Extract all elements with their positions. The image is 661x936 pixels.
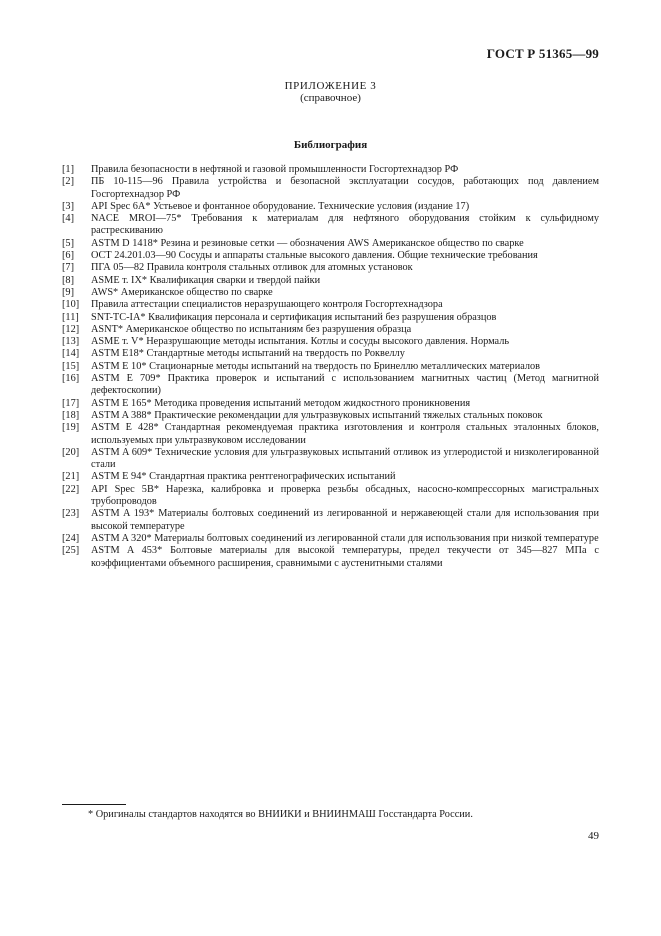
page-number: 49 — [588, 830, 599, 842]
entry-number: [11] — [62, 311, 79, 323]
bibliography-entry — [62, 471, 599, 483]
entry-number: [19] — [62, 422, 80, 434]
entry-text: Правила безопасности в нефтяной и газовой промышленности Госгортехнадзор РФ — [91, 164, 459, 175]
bibliography-entry — [62, 533, 599, 545]
entry-text: ASTM A 453* Болтовые материалы для высокой температуры, предел текучести от 345—827 МПа с коэффициентами объемного расширения, сравнимыми с аустенитными сталями — [91, 545, 599, 569]
bibliography-entry — [62, 299, 599, 311]
bibliography-entry — [62, 447, 599, 472]
bibliography-entry — [62, 262, 599, 274]
entry-text: ASTM A 193* Материалы болтовых соединений из легированной и нержавеющей стали для использования при высокой температуре — [91, 508, 599, 532]
entry-number: [7] — [62, 262, 75, 274]
entry-text: ПГА 05—82 Правила контроля стальных отливок для атомных установок — [91, 262, 413, 274]
entry-number: [8] — [62, 274, 75, 286]
entry-number: [4] — [62, 213, 75, 225]
bibliography-entry — [62, 410, 599, 422]
entry-number: [10] — [62, 299, 80, 311]
bibliography-entry — [62, 238, 599, 250]
bibliography-entry — [62, 373, 599, 398]
entry-number: [1] — [62, 164, 75, 175]
entry-text: ASME т. IX* Квалификация сварки и твердой пайки — [91, 274, 321, 286]
entry-number: [5] — [62, 237, 75, 249]
entry-text: Правила аттестации специалистов неразрушающего контроля Госгортехнадзора — [91, 299, 443, 311]
entry-number: [16] — [62, 373, 80, 385]
bibliography-entry — [62, 422, 599, 447]
bibliography-entry — [62, 213, 599, 238]
bibliography-entry — [62, 250, 599, 262]
entry-text: ASTM D 1418* Резина и резиновые сетки — обозначения AWS Американское общество по сварке — [91, 237, 524, 249]
footnote-divider — [62, 804, 126, 805]
bibliography-entry — [62, 398, 599, 410]
entry-text: ASTM A 320* Материалы болтовых соединений из легированной стали для использования при низкой температуре — [91, 532, 599, 544]
entry-text: API Spec 5B* Нарезка, калибровка и проверка резьбы обсадных, насосно-компрессорных магистральных трубопроводов — [91, 483, 599, 508]
bibliography-title: Библиография — [293, 139, 368, 151]
entry-text: ПБ 10-115—96 Правила устройства и безопасной эксплуатации сосудов, работающих под давлением Госгортехнадзор РФ — [91, 176, 599, 200]
bibliography-entry — [62, 164, 599, 176]
entry-number: [15] — [62, 360, 80, 372]
appendix-heading — [0, 80, 661, 104]
entry-number: [6] — [62, 250, 75, 262]
bibliography-entry — [62, 361, 599, 373]
entry-text: NACE MROI—75* Требования к материалам для нефтяного оборудования стойким к сульфидному растрескиванию — [91, 213, 599, 237]
entry-text: ASTM E18* Стандартные методы испытаний на твердость по Роквеллу — [91, 348, 405, 360]
bibliography-entry — [62, 201, 599, 213]
bibliography-entry — [62, 324, 599, 336]
entry-number: [13] — [62, 336, 80, 348]
entry-text: ASTM A 388* Практические рекомендации для ультразвуковых испытаний тяжелых стальных поковок — [91, 409, 543, 421]
bibliography-entry — [62, 508, 599, 533]
entry-text: SNT-TC-IA* Квалификация персонала и сертификация испытаний без разрушения образцов — [91, 311, 497, 323]
entry-text: ASTM E 165* Методика проведения испытаний методом жидкостного проникновения — [91, 397, 471, 409]
entry-number: [24] — [62, 532, 80, 544]
entry-number: [18] — [62, 409, 80, 421]
bibliography-entry — [62, 176, 599, 201]
entry-number: [2] — [62, 176, 75, 188]
bibliography-entry — [62, 545, 599, 570]
appendix-subtitle: (справочное) — [300, 92, 361, 104]
entry-number: [12] — [62, 323, 80, 335]
entry-text: ASTM E 94* Стандартная практика рентгенографических испытаний — [91, 471, 396, 483]
entry-text: API Spec 6А* Устьевое и фонтанное оборудование. Технические условия (издание 17) — [91, 200, 470, 212]
entry-number: [23] — [62, 508, 80, 520]
entry-text: ASTM E 10* Стационарные методы испытаний на твердость по Бринеллю металлических материалов — [91, 360, 541, 372]
entry-number: [21] — [62, 471, 80, 483]
appendix-title: ПРИЛОЖЕНИЕ 3 — [284, 80, 377, 92]
entry-text: ASTM A 609* Технические условия для ультразвуковых испытаний отливок из углеродистой и низколегированной стали — [91, 446, 599, 471]
entry-number: [3] — [62, 200, 75, 212]
bibliography-entry — [62, 287, 599, 299]
bibliography-entry — [62, 312, 599, 324]
bibliography-entry — [62, 275, 599, 287]
entry-number: [20] — [62, 446, 80, 458]
footnote: * Оригиналы стандартов находятся во ВНИИКИ и ВНИИНМАШ Госстандарта России. — [88, 809, 473, 820]
entry-text: ASTM E 428* Стандартная рекомендуемая практика изготовления и контроля стальных эталонных блоков, используемых при ультразвуковом исследовании — [91, 422, 599, 446]
entry-number: [22] — [62, 483, 80, 495]
document-code: ГОСТ Р 51365—99 — [486, 46, 599, 61]
bibliography-list — [62, 164, 599, 570]
bibliography-entry — [62, 336, 599, 348]
bibliography-entry — [62, 348, 599, 360]
entry-text: ASME т. V* Неразрушающие методы испытания. Котлы и сосуды высокого давления. Нормаль — [91, 336, 510, 348]
entry-text: AWS* Американское общество по сварке — [91, 286, 273, 298]
entry-number: [17] — [62, 397, 80, 409]
bibliography-entry — [62, 484, 599, 509]
entry-number: [25] — [62, 545, 80, 557]
entry-number: [9] — [62, 286, 75, 298]
entry-text: ASNT* Американское общество по испытаниям без разрушения образца — [91, 323, 412, 335]
entry-text: ASTM E 709* Практика проверок и испытаний с использованием магнитных частиц (Метод магнитной дефектоскопии) — [91, 373, 599, 397]
entry-text: ОСТ 24.201.03—90 Сосуды и аппараты стальные высокого давления. Общие технические требования — [91, 250, 538, 262]
entry-number: [14] — [62, 348, 80, 360]
